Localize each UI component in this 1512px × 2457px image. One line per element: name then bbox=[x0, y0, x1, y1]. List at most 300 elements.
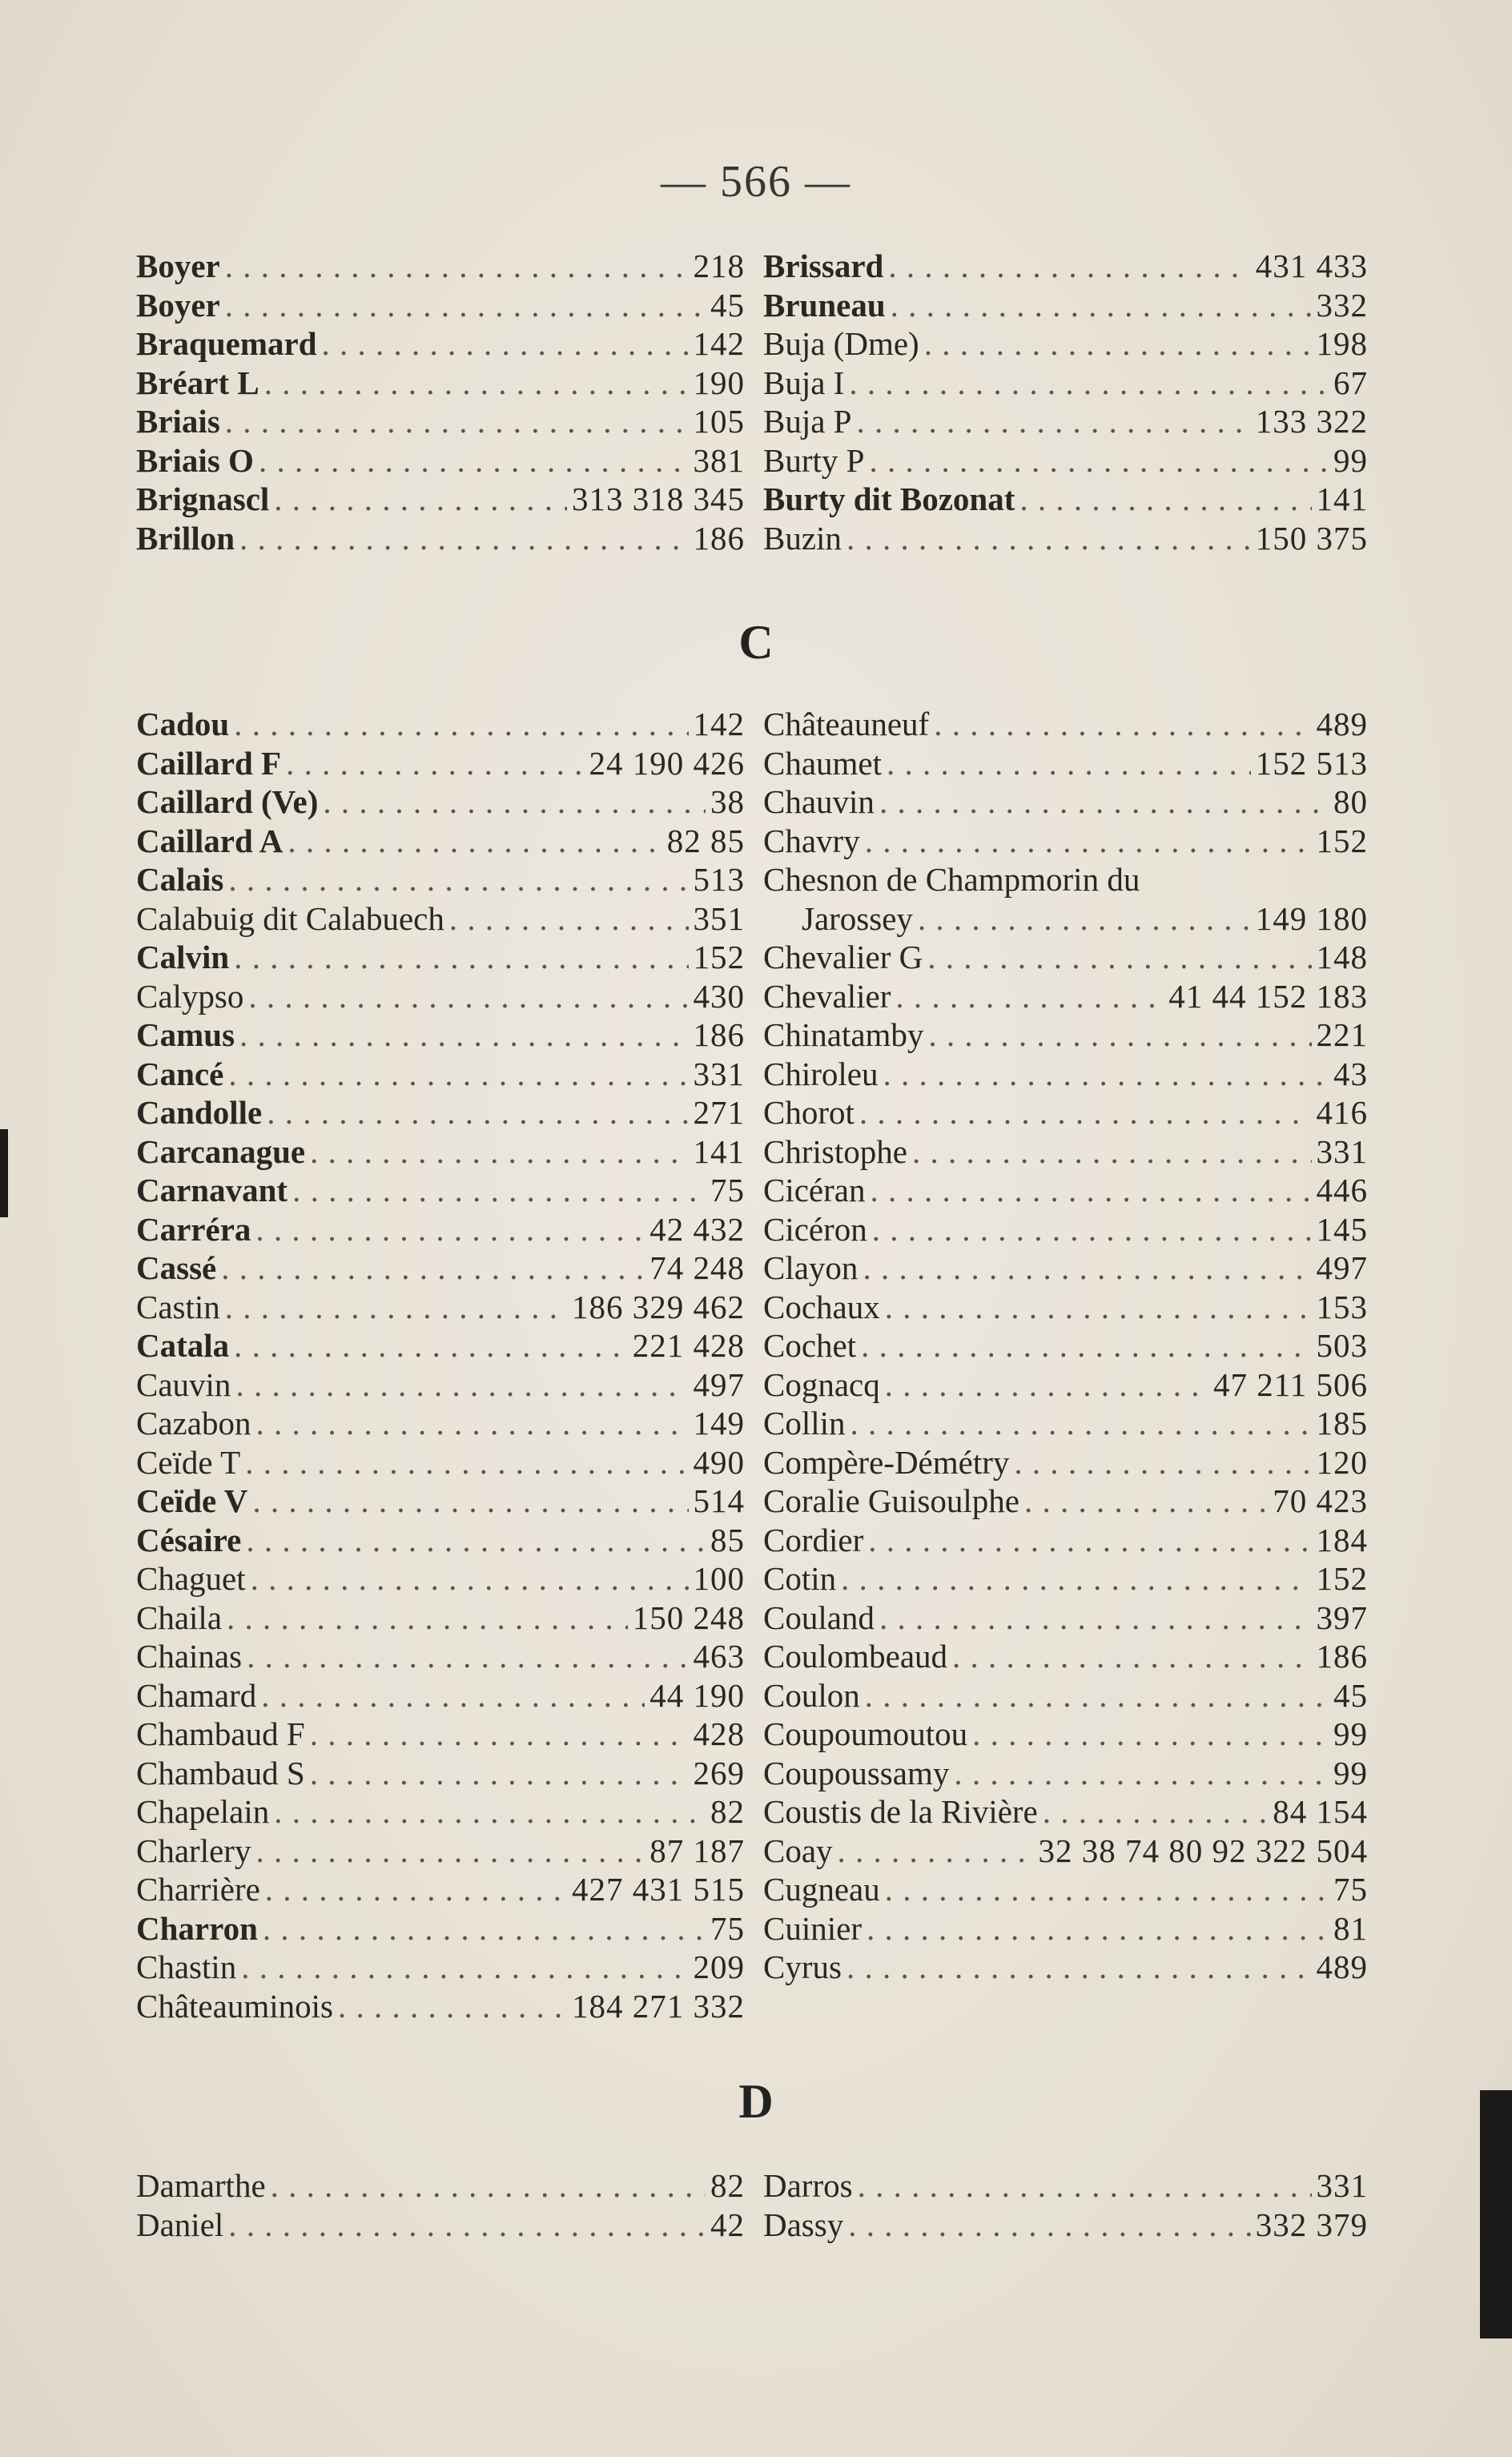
entry-name: Catala bbox=[136, 1327, 230, 1364]
dot-leader bbox=[292, 1171, 706, 1210]
dot-leader bbox=[225, 1288, 567, 1327]
entry-name: Chastin bbox=[136, 1948, 237, 1985]
dot-leader bbox=[274, 1792, 706, 1832]
entry-pages: 141 bbox=[693, 1132, 745, 1170]
entry-pages: 99 bbox=[1333, 1754, 1368, 1791]
entry-pages: 105 bbox=[693, 403, 745, 440]
index-entry bbox=[763, 1559, 1368, 1598]
entry-name: Burty dit Bozonat bbox=[763, 481, 1015, 517]
entry-name: Chamard bbox=[136, 1676, 257, 1714]
index-entry bbox=[136, 1288, 745, 1327]
dot-leader bbox=[868, 1521, 1311, 1560]
dot-leader bbox=[879, 782, 1329, 822]
dot-leader bbox=[841, 1559, 1311, 1598]
index-entry bbox=[136, 1404, 745, 1443]
entry-name: Chesnon de Champmorin du bbox=[763, 861, 1140, 898]
index-entry bbox=[763, 1171, 1368, 1210]
dot-leader bbox=[234, 705, 688, 744]
entry-name: Cicéran bbox=[763, 1172, 866, 1208]
index-entry bbox=[136, 286, 745, 325]
entry-pages: 42 bbox=[710, 2206, 745, 2243]
dot-leader bbox=[245, 1443, 688, 1482]
index-column-right bbox=[763, 2166, 1368, 2244]
index-entry bbox=[136, 705, 745, 744]
entry-pages: 120 bbox=[1316, 1443, 1368, 1481]
entry-pages: 75 bbox=[1333, 1871, 1368, 1908]
entry-name: Carnavant bbox=[136, 1172, 288, 1208]
index-entry bbox=[136, 1443, 745, 1482]
dot-leader bbox=[274, 480, 567, 519]
entry-pages: 489 bbox=[1316, 1948, 1368, 1985]
index-entry bbox=[763, 1754, 1368, 1793]
index-entry bbox=[136, 1326, 745, 1365]
entry-pages: 82 bbox=[710, 1793, 745, 1830]
dot-leader bbox=[863, 1249, 1311, 1288]
dot-leader bbox=[267, 1093, 688, 1132]
entry-pages: 99 bbox=[1333, 1715, 1368, 1752]
index-entry bbox=[136, 1171, 745, 1210]
index-entry bbox=[136, 1055, 745, 1094]
entry-pages: 152 bbox=[1316, 1560, 1368, 1597]
entry-pages: 513 bbox=[693, 861, 745, 898]
entry-name: Cancé bbox=[136, 1055, 224, 1092]
dot-leader bbox=[934, 705, 1311, 744]
entry-name: Boyer bbox=[136, 286, 220, 324]
dot-leader bbox=[241, 1948, 688, 1987]
index-entry bbox=[136, 1482, 745, 1521]
entry-pages: 332 bbox=[1316, 286, 1368, 324]
entry-pages: 42 432 bbox=[649, 1210, 745, 1248]
entry-name: Coralie Guisoulphe bbox=[763, 1482, 1019, 1519]
dot-leader bbox=[264, 364, 689, 403]
entry-name: Coay bbox=[763, 1832, 833, 1869]
entry-name: Chambaud S bbox=[136, 1754, 305, 1791]
entry-pages: 397 bbox=[1316, 1598, 1368, 1636]
dot-leader bbox=[879, 1598, 1312, 1638]
entry-name: Cotin bbox=[763, 1560, 837, 1597]
entry-pages: 221 bbox=[1316, 1016, 1368, 1053]
dot-leader bbox=[885, 1365, 1208, 1405]
entry-pages: 428 bbox=[693, 1715, 745, 1752]
entry-pages: 331 bbox=[693, 1055, 745, 1092]
index-entry bbox=[763, 364, 1368, 403]
entry-name: Bréart L bbox=[136, 364, 259, 401]
entry-name: Cochaux bbox=[763, 1288, 880, 1325]
index-entry bbox=[763, 519, 1368, 558]
dot-leader bbox=[263, 1909, 706, 1948]
dot-leader bbox=[235, 1365, 688, 1405]
entry-pages: 198 bbox=[1316, 325, 1368, 362]
entry-name: Carcanague bbox=[136, 1132, 306, 1170]
entry-pages: 70 423 bbox=[1273, 1482, 1368, 1519]
entry-name: Charrière bbox=[136, 1871, 260, 1908]
dot-leader bbox=[1019, 480, 1311, 519]
page-number: — 566 — bbox=[661, 157, 851, 207]
dot-leader bbox=[927, 938, 1311, 977]
entry-pages: 150 248 bbox=[632, 1598, 745, 1636]
dot-leader bbox=[288, 822, 662, 861]
index-entry bbox=[136, 324, 745, 364]
entry-name: Calais bbox=[136, 861, 224, 898]
dot-leader bbox=[271, 2166, 706, 2206]
dot-leader bbox=[255, 1210, 645, 1249]
entry-pages: 152 bbox=[693, 939, 745, 975]
index-entry bbox=[136, 1249, 745, 1288]
index-entry bbox=[136, 1987, 745, 2026]
entry-pages: 150 375 bbox=[1255, 519, 1368, 557]
dot-leader bbox=[225, 286, 706, 325]
index-entry bbox=[763, 860, 1368, 899]
dot-leader bbox=[885, 1870, 1329, 1909]
index-entry bbox=[763, 1598, 1368, 1638]
entry-name: Cognacq bbox=[763, 1365, 880, 1403]
index-entry bbox=[763, 1521, 1368, 1560]
index-entry bbox=[763, 1365, 1368, 1405]
entry-pages: 431 433 bbox=[1255, 247, 1368, 284]
entry-pages: 85 bbox=[710, 1521, 745, 1558]
index-entry bbox=[136, 402, 745, 441]
entry-name: Coulon bbox=[763, 1676, 860, 1714]
dot-leader bbox=[255, 1832, 645, 1871]
entry-pages: 186 bbox=[693, 519, 745, 557]
entry-pages: 332 379 bbox=[1255, 2206, 1368, 2243]
entry-pages: 186 329 462 bbox=[572, 1288, 745, 1325]
dot-leader bbox=[234, 1326, 628, 1365]
entry-name: Coulombeaud bbox=[763, 1638, 948, 1675]
entry-pages: 45 bbox=[1333, 1676, 1368, 1714]
scan-edge-mark bbox=[1480, 2090, 1512, 2338]
entry-pages: 497 bbox=[1316, 1249, 1368, 1286]
index-entry bbox=[136, 441, 745, 481]
index-entry bbox=[136, 1210, 745, 1249]
entry-pages: 209 bbox=[693, 1948, 745, 1985]
section-letter-c: C bbox=[738, 616, 774, 669]
index-entry bbox=[763, 1326, 1368, 1365]
index-entry bbox=[763, 1132, 1368, 1172]
entry-pages: 32 38 74 80 92 322 504 bbox=[1038, 1832, 1368, 1869]
section-letter-d: D bbox=[738, 2075, 774, 2128]
entry-name: Césaire bbox=[136, 1521, 242, 1558]
entry-pages: 87 187 bbox=[649, 1832, 745, 1869]
entry-name: Chapelain bbox=[136, 1793, 270, 1830]
dot-leader bbox=[252, 1482, 688, 1521]
dot-leader bbox=[248, 977, 688, 1016]
entry-name: Jarossey bbox=[802, 899, 913, 937]
entry-name: Cauvin bbox=[136, 1365, 231, 1403]
dot-leader bbox=[228, 1055, 688, 1094]
entry-pages: 514 bbox=[693, 1482, 745, 1519]
entry-name: Daniel bbox=[136, 2206, 224, 2243]
entry-pages: 141 bbox=[1316, 481, 1368, 517]
entry-name: Damarthe bbox=[136, 2167, 266, 2204]
index-entry bbox=[763, 1637, 1368, 1676]
index-entry bbox=[136, 1909, 745, 1948]
dot-leader bbox=[310, 1132, 688, 1172]
entry-name: Coustis de la Rivière bbox=[763, 1793, 1038, 1830]
entry-name: Charlery bbox=[136, 1832, 251, 1869]
entry-name: Chaguet bbox=[136, 1560, 246, 1597]
index-entry bbox=[136, 247, 745, 286]
entry-pages: 84 154 bbox=[1273, 1793, 1368, 1830]
index-entry bbox=[136, 1754, 745, 1793]
entry-name: Cassé bbox=[136, 1249, 217, 1286]
index-entry bbox=[136, 1521, 745, 1560]
index-entry bbox=[763, 1055, 1368, 1094]
index-entry bbox=[763, 938, 1368, 977]
index-entry bbox=[136, 2166, 745, 2206]
entry-name: Briais bbox=[136, 403, 220, 440]
entry-name: Coupoumoutou bbox=[763, 1715, 968, 1752]
entry-name: Caillard F bbox=[136, 744, 282, 782]
index-entry bbox=[763, 1870, 1368, 1909]
entry-name: Buja (Dme) bbox=[763, 325, 919, 362]
entry-name: Caillard A bbox=[136, 822, 284, 859]
index-entry bbox=[136, 899, 745, 939]
index-entry bbox=[763, 1676, 1368, 1715]
dot-leader bbox=[883, 1055, 1329, 1094]
entry-name: Cicéron bbox=[763, 1210, 867, 1248]
index-entry bbox=[136, 1832, 745, 1871]
dot-leader bbox=[227, 1598, 628, 1638]
index-entry bbox=[136, 480, 745, 519]
index-entry bbox=[136, 1132, 745, 1172]
dot-leader bbox=[848, 2206, 1251, 2245]
dot-leader bbox=[838, 1832, 1034, 1871]
dot-leader bbox=[867, 1909, 1329, 1948]
entry-name: Cyrus bbox=[763, 1948, 842, 1985]
dot-leader bbox=[228, 2206, 706, 2245]
dot-leader bbox=[861, 1326, 1311, 1365]
entry-pages: 100 bbox=[693, 1560, 745, 1597]
entry-pages: 184 bbox=[1316, 1521, 1368, 1558]
index-entry bbox=[136, 822, 745, 861]
entry-name: Braquemard bbox=[136, 325, 317, 362]
entry-name: Brignascl bbox=[136, 481, 270, 517]
dot-leader bbox=[859, 1093, 1312, 1132]
entry-name: Darros bbox=[763, 2167, 853, 2204]
entry-pages: 313 318 345 bbox=[572, 481, 745, 517]
entry-pages: 75 bbox=[710, 1172, 745, 1208]
index-entry bbox=[763, 1404, 1368, 1443]
index-entry bbox=[136, 1559, 745, 1598]
dot-leader bbox=[924, 324, 1312, 364]
dot-leader bbox=[338, 1987, 567, 2026]
index-entry bbox=[763, 2166, 1368, 2206]
index-entry bbox=[763, 1249, 1368, 1288]
index-entry bbox=[763, 247, 1368, 286]
entry-pages: 503 bbox=[1316, 1327, 1368, 1364]
index-entry bbox=[763, 899, 1368, 939]
dot-leader bbox=[849, 364, 1329, 403]
entry-pages: 133 322 bbox=[1255, 403, 1368, 440]
entry-pages: 47 211 506 bbox=[1213, 1365, 1368, 1403]
index-entry bbox=[136, 2206, 745, 2245]
entry-name: Chorot bbox=[763, 1094, 855, 1131]
index-entry bbox=[136, 977, 745, 1016]
index-entry bbox=[763, 1015, 1368, 1055]
entry-pages: 43 bbox=[1333, 1055, 1368, 1092]
entry-pages: 497 bbox=[693, 1365, 745, 1403]
index-entry bbox=[763, 402, 1368, 441]
index-entry bbox=[763, 1482, 1368, 1521]
entry-pages: 67 bbox=[1333, 364, 1368, 401]
entry-name: Boyer bbox=[136, 247, 220, 284]
index-entry bbox=[763, 822, 1368, 861]
entry-name: Carréra bbox=[136, 1210, 251, 1248]
entry-pages: 218 bbox=[693, 247, 745, 284]
entry-name: Ceïde V bbox=[136, 1482, 248, 1519]
dot-leader bbox=[247, 1637, 688, 1676]
entry-pages: 75 bbox=[710, 1909, 745, 1947]
index-entry bbox=[763, 1093, 1368, 1132]
index-entry bbox=[763, 286, 1368, 325]
dot-leader bbox=[869, 441, 1329, 481]
dot-leader bbox=[239, 1015, 688, 1055]
entry-pages: 149 bbox=[693, 1405, 745, 1442]
entry-name: Chinatamby bbox=[763, 1016, 924, 1053]
dot-leader bbox=[857, 402, 1251, 441]
dot-leader bbox=[888, 247, 1250, 286]
entry-pages: 152 bbox=[1316, 822, 1368, 859]
index-entry bbox=[763, 480, 1368, 519]
index-entry bbox=[763, 441, 1368, 481]
entry-pages: 221 428 bbox=[632, 1327, 745, 1364]
dot-leader bbox=[265, 1870, 567, 1909]
entry-name: Buzin bbox=[763, 519, 842, 557]
entry-name: Buja I bbox=[763, 364, 845, 401]
dot-leader bbox=[221, 1249, 645, 1288]
entry-name: Chaumet bbox=[763, 744, 883, 782]
index-entry bbox=[763, 977, 1368, 1016]
entry-pages: 331 bbox=[1316, 2167, 1368, 2204]
dot-leader bbox=[310, 1754, 689, 1793]
entry-pages: 145 bbox=[1316, 1210, 1368, 1248]
entry-name: Couland bbox=[763, 1598, 875, 1636]
entry-pages: 81 bbox=[1333, 1909, 1368, 1947]
entry-pages: 489 bbox=[1316, 706, 1368, 742]
entry-name: Cuinier bbox=[763, 1909, 862, 1947]
entry-name: Chainas bbox=[136, 1638, 243, 1675]
dot-leader bbox=[846, 1948, 1312, 1987]
entry-name: Caillard (Ve) bbox=[136, 783, 319, 820]
entry-pages: 41 44 152 183 bbox=[1168, 977, 1368, 1015]
index-entry bbox=[763, 1288, 1368, 1327]
entry-pages: 184 271 332 bbox=[572, 1987, 745, 2025]
entry-pages: 82 bbox=[710, 2167, 745, 2204]
entry-pages: 142 bbox=[693, 706, 745, 742]
index-entry bbox=[763, 782, 1368, 822]
entry-pages: 185 bbox=[1316, 1405, 1368, 1442]
index-entry bbox=[763, 1792, 1368, 1832]
entry-pages: 149 180 bbox=[1255, 899, 1368, 937]
entry-name: Cazabon bbox=[136, 1405, 251, 1442]
dot-leader bbox=[310, 1715, 689, 1754]
entry-name: Ceïde T bbox=[136, 1443, 241, 1481]
entry-pages: 99 bbox=[1333, 441, 1368, 479]
dot-leader bbox=[865, 822, 1312, 861]
index-entry bbox=[763, 705, 1368, 744]
entry-pages: 351 bbox=[693, 899, 745, 937]
dot-leader bbox=[928, 1015, 1311, 1055]
entry-pages: 45 bbox=[710, 286, 745, 324]
index-entry bbox=[136, 860, 745, 899]
index-entry bbox=[136, 1792, 745, 1832]
entry-name: Châteauneuf bbox=[763, 706, 930, 742]
entry-pages: 152 513 bbox=[1255, 744, 1368, 782]
dot-leader bbox=[954, 1754, 1329, 1793]
entry-name: Châteauminois bbox=[136, 1987, 333, 2025]
entry-pages: 463 bbox=[693, 1638, 745, 1675]
entry-pages: 271 bbox=[693, 1094, 745, 1131]
entry-name: Brissard bbox=[763, 247, 884, 284]
entry-name: Cugneau bbox=[763, 1871, 880, 1908]
entry-pages: 331 bbox=[1316, 1132, 1368, 1170]
entry-pages: 82 85 bbox=[666, 822, 745, 859]
index-column-left bbox=[136, 2166, 745, 2244]
index-entry bbox=[136, 1598, 745, 1638]
entry-name: Candolle bbox=[136, 1094, 263, 1131]
entry-name: Chevalier G bbox=[763, 939, 923, 975]
index-entry bbox=[763, 1443, 1368, 1482]
dot-leader bbox=[952, 1637, 1311, 1676]
dot-leader bbox=[865, 1676, 1329, 1715]
dot-leader bbox=[912, 1132, 1312, 1172]
dot-leader bbox=[228, 860, 688, 899]
entry-name: Castin bbox=[136, 1288, 220, 1325]
entry-name: Chavry bbox=[763, 822, 860, 859]
entry-name: Christophe bbox=[763, 1132, 907, 1170]
index-entry bbox=[763, 1832, 1368, 1871]
entry-pages: 381 bbox=[693, 441, 745, 479]
entry-name: Coupoussamy bbox=[763, 1754, 950, 1791]
dot-leader bbox=[872, 1210, 1312, 1249]
index-entry bbox=[136, 938, 745, 977]
entry-name: Buja P bbox=[763, 403, 852, 440]
entry-pages: 427 431 515 bbox=[572, 1871, 745, 1908]
index-entry bbox=[136, 1948, 745, 1987]
entry-pages: 416 bbox=[1316, 1094, 1368, 1131]
index-entry bbox=[136, 1365, 745, 1405]
dot-leader bbox=[225, 402, 689, 441]
entry-pages: 490 bbox=[693, 1443, 745, 1481]
entry-name: Bruneau bbox=[763, 286, 886, 324]
dot-leader bbox=[255, 1404, 688, 1443]
entry-pages: 142 bbox=[693, 325, 745, 362]
entry-pages: 269 bbox=[693, 1754, 745, 1791]
entry-name: Chaila bbox=[136, 1598, 223, 1636]
dot-leader bbox=[286, 744, 584, 783]
entry-name: Camus bbox=[136, 1016, 235, 1053]
dot-leader bbox=[1024, 1482, 1268, 1521]
entry-name: Chauvin bbox=[763, 783, 875, 820]
dot-leader bbox=[251, 1559, 689, 1598]
dot-leader bbox=[449, 899, 689, 939]
scan-edge-mark bbox=[0, 1129, 8, 1217]
entry-name: Chambaud F bbox=[136, 1715, 305, 1752]
entry-name: Chevalier bbox=[763, 977, 891, 1015]
entry-name: Dassy bbox=[763, 2206, 844, 2243]
index-column-left bbox=[136, 705, 745, 2025]
dot-leader bbox=[239, 519, 688, 558]
entry-pages: 38 bbox=[710, 783, 745, 820]
index-entry bbox=[763, 1715, 1368, 1754]
entry-name: Brillon bbox=[136, 519, 235, 557]
dot-leader bbox=[322, 324, 689, 364]
dot-leader bbox=[1014, 1443, 1311, 1482]
entry-name: Collin bbox=[763, 1405, 846, 1442]
entry-pages: 74 248 bbox=[649, 1249, 745, 1286]
index-entry bbox=[763, 324, 1368, 364]
